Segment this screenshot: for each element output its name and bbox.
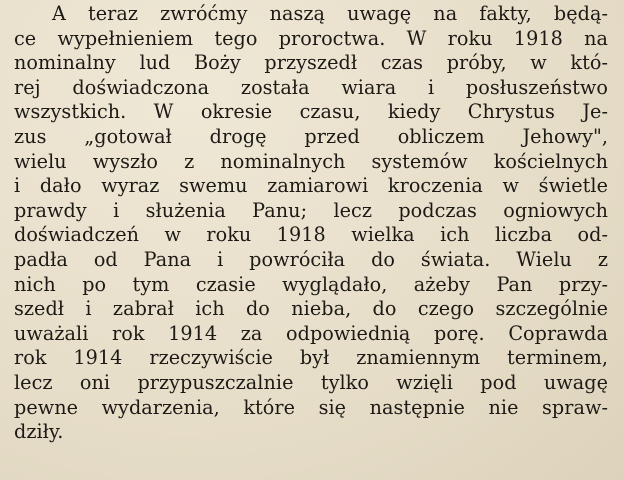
text-line: nominalny lud Boży przyszedł czas próby, w któ- [14, 51, 608, 75]
text-line: lecz oni przypuszczalnie tylko wzięli pod uwagę [14, 370, 608, 394]
text-line: ce wypełnieniem tego proroctwa. W roku 1918 na [14, 26, 608, 50]
text-line: doświadczeń w roku 1918 wielka ich liczba od- [14, 223, 608, 247]
text-line: A teraz zwróćmy naszą uwagę na fakty, będą- [52, 2, 608, 25]
text-line: uważali rok 1914 za odpowiednią porę. Coprawda [14, 321, 608, 345]
text-line: pewne wydarzenia, które się następnie nie spraw- [14, 395, 608, 419]
text-line: prawdy i służenia Panu; lecz podczas ogniowych [14, 198, 608, 222]
text-line: wszystkich. W okresie czasu, kiedy Chrystus Je- [14, 100, 608, 124]
body-paragraph [14, 2, 608, 445]
text-line: i dało wyraz swemu zamiarowi kroczenia w świetle [14, 174, 608, 198]
text-line: rej doświadczona została wiara i posłuszeństwo [14, 75, 608, 99]
text-line: zus „gotował drogę przed obliczem Jehowy", [14, 124, 608, 148]
text-line: rok 1914 rzeczywiście był znamiennym terminem, [14, 346, 608, 370]
text-line: szedł i zabrał ich do nieba, do czego szczególnie [14, 297, 608, 321]
text-line: nich po tym czasie wyglądało, ażeby Pan przy- [14, 272, 608, 296]
text-line: padła od Pana i powróciła do świata. Wielu z [14, 247, 608, 271]
text-line: wielu wyszło z nominalnych systemów kościelnych [14, 149, 608, 173]
text-line: dziły. [14, 420, 64, 444]
